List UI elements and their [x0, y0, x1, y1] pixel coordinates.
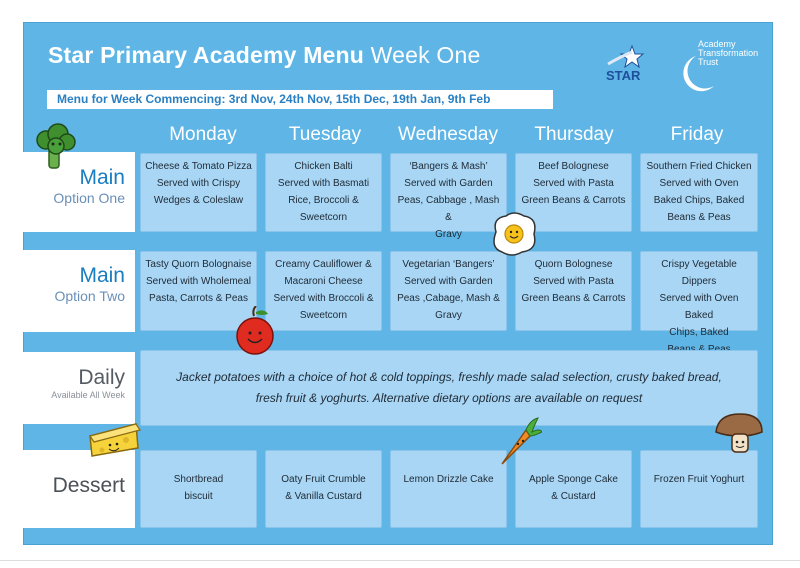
menu-cell-main2-tuesday: [265, 251, 382, 331]
menu-line: Gravy: [435, 310, 462, 321]
carrot-icon: [496, 416, 542, 468]
menu-line: Served with Pasta: [533, 178, 614, 189]
att-logo-text: Academy Transformation Trust: [698, 39, 759, 67]
broccoli-icon: [34, 122, 78, 172]
star-logo-text: STAR: [606, 68, 641, 83]
menu-line: Peas ,Cabage, Mash &: [397, 293, 500, 304]
row-label-sub: Option One: [53, 190, 125, 206]
menu-line: Peas, Cabbage , Mash &: [397, 195, 500, 223]
row-label-dessert-title: Dessert: [52, 474, 125, 497]
menu-cell-main2-thursday: [515, 251, 632, 331]
day-monday: Monday: [169, 124, 237, 145]
menu-line: Rice, Broccoli &: [288, 195, 359, 206]
day-thursday: Thursday: [534, 124, 614, 145]
menu-line: Tasty Quorn Bolognaise: [145, 259, 252, 270]
menu-line: & Custard: [551, 491, 596, 502]
menu-line: Cheese & Tomato Pizza: [145, 161, 252, 172]
menu-line: Served with Oven: [659, 178, 739, 189]
day-friday: Friday: [670, 124, 724, 145]
menu-line: Southern Fried Chicken: [646, 161, 752, 172]
menu-cell-main1-tuesday: [265, 153, 382, 232]
menu-line: Sweetcorn: [299, 310, 348, 321]
menu-line: Creamy Cauliflower &: [275, 259, 372, 270]
menu-line: Quorn Bolognese: [534, 259, 613, 270]
menu-cell-main2-wednesday: [390, 251, 507, 331]
menu-line: Served with Garden: [404, 276, 493, 287]
fried-egg-icon: [488, 210, 540, 258]
menu-line: Pasta, Carrots & Peas: [149, 293, 248, 304]
menu-line: biscuit: [184, 491, 213, 502]
menu-cell-main1-monday: [140, 153, 257, 232]
row-label-main-two: [23, 250, 135, 332]
mushroom-icon: [712, 410, 766, 456]
row-label-main: Main: [79, 166, 125, 189]
menu-line: Green Beans & Carrots: [521, 293, 626, 304]
menu-line: Gravy: [435, 229, 462, 240]
menu-line: Macaroni Cheese: [284, 276, 363, 287]
daily-line: Jacket potatoes with a choice of hot & cold toppings, freshly made salad selection, crusty baked bread,: [176, 370, 722, 384]
menu-line: Sweetcorn: [299, 212, 348, 223]
menu-cell-main1-friday: [640, 153, 758, 232]
menu-line: Oaty Fruit Crumble: [281, 474, 366, 485]
menu-line: Lemon Drizzle Cake: [403, 474, 494, 485]
menu-line: Chicken Balti: [294, 161, 353, 172]
star-logo-icon: [602, 42, 652, 88]
menu-cell-dessert-friday: [640, 450, 758, 528]
menu-line: Apple Sponge Cake: [529, 474, 618, 485]
menu-line: ‘Bangers & Mash’: [409, 161, 488, 172]
menu-line: Shortbread: [173, 474, 224, 485]
menu-line: Wedges & Coleslaw: [153, 195, 244, 206]
menu-line: Green Beans & Carrots: [521, 195, 626, 206]
week-commencing-banner: Menu for Week Commencing: 3rd Nov, 24th Nov, 15th Dec, 19th Jan, 9th Feb: [47, 90, 553, 109]
menu-line: Baked Chips, Baked: [653, 195, 745, 206]
menu-cell-dessert-monday: [140, 450, 257, 528]
menu-line: Served with Wholemeal: [145, 276, 252, 287]
row-label-dessert: [23, 450, 135, 528]
menu-line: Chips, Baked: [669, 327, 729, 338]
title-bold: Star Primary Academy Menu: [48, 42, 365, 68]
row-label-daily-sub: Available All Week: [51, 390, 125, 400]
daily-line: fresh fruit & yoghurts. Alternative dietary options are available on request: [255, 391, 643, 405]
apple-icon: [232, 306, 278, 358]
menu-line: Served with Pasta: [533, 276, 614, 287]
row-label-main: Main: [79, 264, 125, 287]
menu-line: Served with Broccoli &: [273, 293, 374, 304]
menu-line: Frozen Fruit Yoghurt: [653, 474, 745, 485]
menu-line: Served with Garden: [404, 178, 493, 189]
cheese-icon: [86, 418, 142, 460]
page-title: [48, 42, 481, 69]
title-light: Week One: [370, 42, 481, 68]
page-divider: [0, 560, 800, 561]
menu-line: Served with Crispy: [156, 178, 241, 189]
day-tuesday: Tuesday: [288, 124, 362, 145]
daily-options-cell: [140, 350, 758, 426]
menu-line: Crispy Vegetable Dippers: [661, 259, 737, 287]
menu-line: Beans & Peas: [667, 212, 731, 223]
menu-cell-dessert-tuesday: [265, 450, 382, 528]
row-label-daily-title: Daily: [78, 366, 125, 389]
row-label-sub: Option Two: [54, 288, 125, 304]
day-wednesday: Wednesday: [398, 124, 498, 145]
menu-line: & Vanilla Custard: [285, 491, 362, 502]
menu-cell-main2-friday: [640, 251, 758, 338]
row-label-daily: [23, 352, 135, 424]
menu-line: Vegetarian ‘Bangers’: [402, 259, 495, 270]
menu-cell-dessert-wednesday: [390, 450, 507, 528]
menu-line: Beef Bolognese: [538, 161, 609, 172]
menu-line: Served with Basmati: [277, 178, 370, 189]
menu-line: Served with Oven Baked: [659, 293, 739, 321]
